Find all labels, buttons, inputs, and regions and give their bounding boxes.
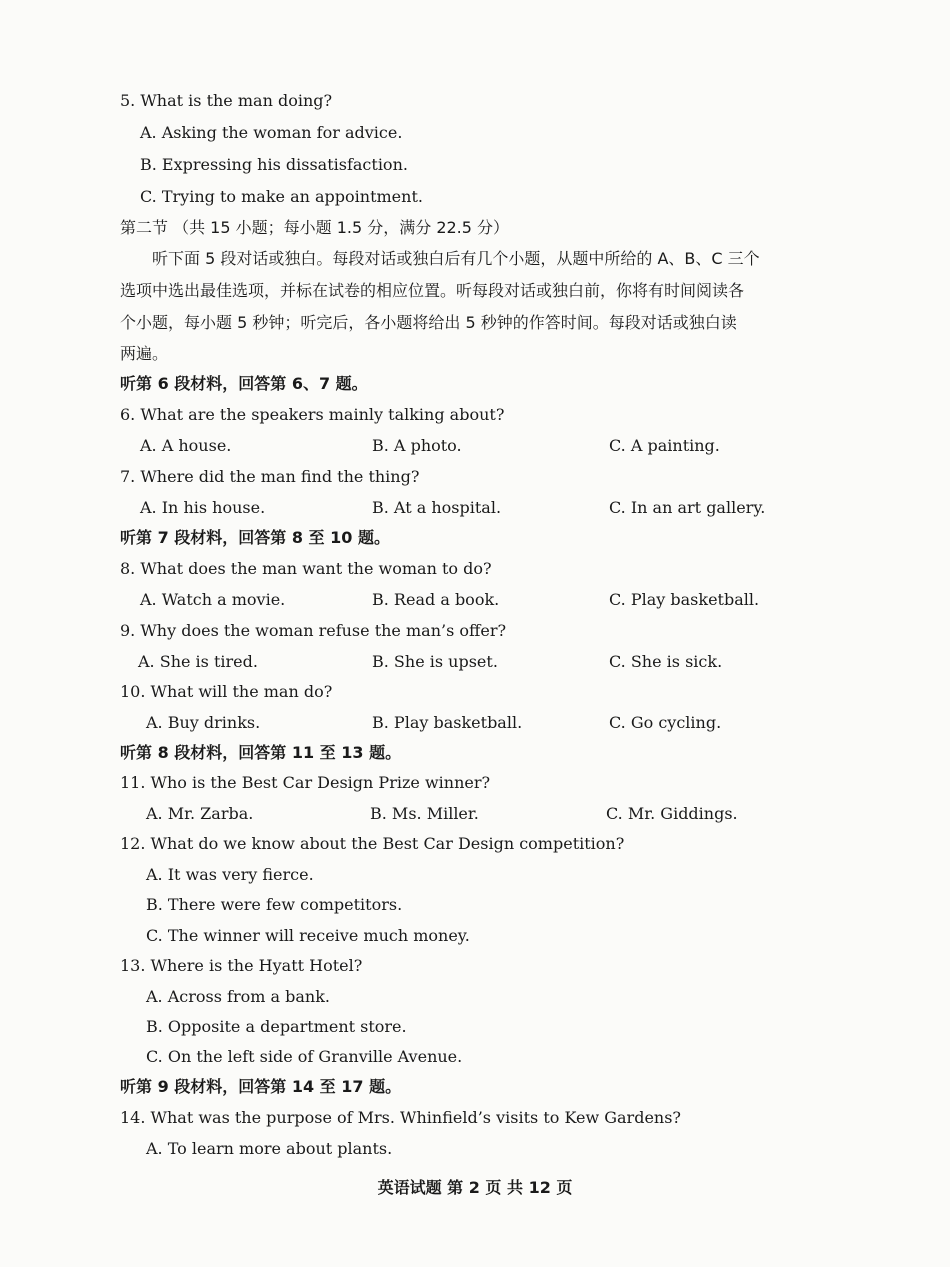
question-9-stem: 9. Why does the woman refuse the man’s offer? bbox=[120, 621, 507, 640]
question-8-stem: 8. What does the man want the woman to do? bbox=[120, 559, 492, 578]
section-2-title: 第二节 （共 15 小题；每小题 1.5 分，满分 22.5 分） bbox=[120, 218, 510, 237]
question-9-option-c: C. She is sick. bbox=[609, 652, 723, 671]
question-10-stem: 10. What will the man do? bbox=[120, 682, 333, 701]
question-13-stem: 13. Where is the Hyatt Hotel? bbox=[120, 956, 363, 975]
question-5-option-c: C. Trying to make an appointment. bbox=[140, 187, 423, 206]
question-6-stem: 6. What are the speakers mainly talking about? bbox=[120, 405, 505, 424]
material-8-heading: 听第 8 段材料，回答第 11 至 13 题。 bbox=[120, 743, 402, 762]
question-8-option-b: B. Read a book. bbox=[372, 590, 500, 609]
section-2-instruction-1: 听下面 5 段对话或独白。每段对话或独白后有几个小题，从题中所给的 A、B、C 三个 bbox=[152, 249, 760, 268]
material-7-heading: 听第 7 段材料，回答第 8 至 10 题。 bbox=[120, 528, 390, 547]
question-8-option-c: C. Play basketball. bbox=[609, 590, 760, 609]
question-13-option-b: B. Opposite a department store. bbox=[146, 1017, 407, 1036]
material-6-heading: 听第 6 段材料，回答第 6、7 题。 bbox=[120, 374, 368, 393]
question-10-option-b: B. Play basketball. bbox=[372, 713, 523, 732]
question-5-option-a: A. Asking the woman for advice. bbox=[140, 123, 403, 142]
question-12-option-a: A. It was very fierce. bbox=[146, 865, 314, 884]
question-6-option-b: B. A photo. bbox=[372, 436, 462, 455]
section-2-instruction-3: 个小题，每小题 5 秒钟；听完后，各小题将给出 5 秒钟的作答时间。每段对话或独白读 bbox=[120, 313, 737, 332]
page-footer: 英语试题 第 2 页 共 12 页 bbox=[377, 1178, 573, 1197]
question-9-option-a: A. She is tired. bbox=[138, 652, 258, 671]
question-11-option-b: B. Ms. Miller. bbox=[370, 804, 479, 823]
question-11-stem: 11. Who is the Best Car Design Prize winner? bbox=[120, 773, 491, 792]
question-7-option-a: A. In his house. bbox=[140, 498, 266, 517]
section-2-instruction-2: 选项中选出最佳选项，并标在试卷的相应位置。听每段对话或独白前，你将有时间阅读各 bbox=[120, 281, 745, 300]
question-7-option-b: B. At a hospital. bbox=[372, 498, 502, 517]
question-12-option-b: B. There were few competitors. bbox=[146, 895, 403, 914]
question-6-option-a: A. A house. bbox=[140, 436, 232, 455]
material-9-heading: 听第 9 段材料，回答第 14 至 17 题。 bbox=[120, 1077, 402, 1096]
question-14-stem: 14. What was the purpose of Mrs. Whinfield’s visits to Kew Gardens? bbox=[120, 1108, 682, 1127]
section-2-instruction-4: 两遍。 bbox=[120, 344, 169, 363]
question-8-option-a: A. Watch a movie. bbox=[140, 590, 286, 609]
question-11-option-a: A. Mr. Zarba. bbox=[146, 804, 254, 823]
question-5-stem: 5. What is the man doing? bbox=[120, 91, 333, 110]
question-5-option-b: B. Expressing his dissatisfaction. bbox=[140, 155, 408, 174]
question-13-option-a: A. Across from a bank. bbox=[146, 987, 330, 1006]
question-12-stem: 12. What do we know about the Best Car Design competition? bbox=[120, 834, 625, 853]
question-11-option-c: C. Mr. Giddings. bbox=[606, 804, 738, 823]
question-9-option-b: B. She is upset. bbox=[372, 652, 498, 671]
question-12-option-c: C. The winner will receive much money. bbox=[146, 926, 470, 945]
question-7-option-c: C. In an art gallery. bbox=[609, 498, 766, 517]
question-13-option-c: C. On the left side of Granville Avenue. bbox=[146, 1047, 463, 1066]
question-10-option-a: A. Buy drinks. bbox=[146, 713, 261, 732]
question-14-option-a: A. To learn more about plants. bbox=[146, 1139, 393, 1158]
question-7-stem: 7. Where did the man find the thing? bbox=[120, 467, 420, 486]
question-10-option-c: C. Go cycling. bbox=[609, 713, 722, 732]
question-6-option-c: C. A painting. bbox=[609, 436, 720, 455]
